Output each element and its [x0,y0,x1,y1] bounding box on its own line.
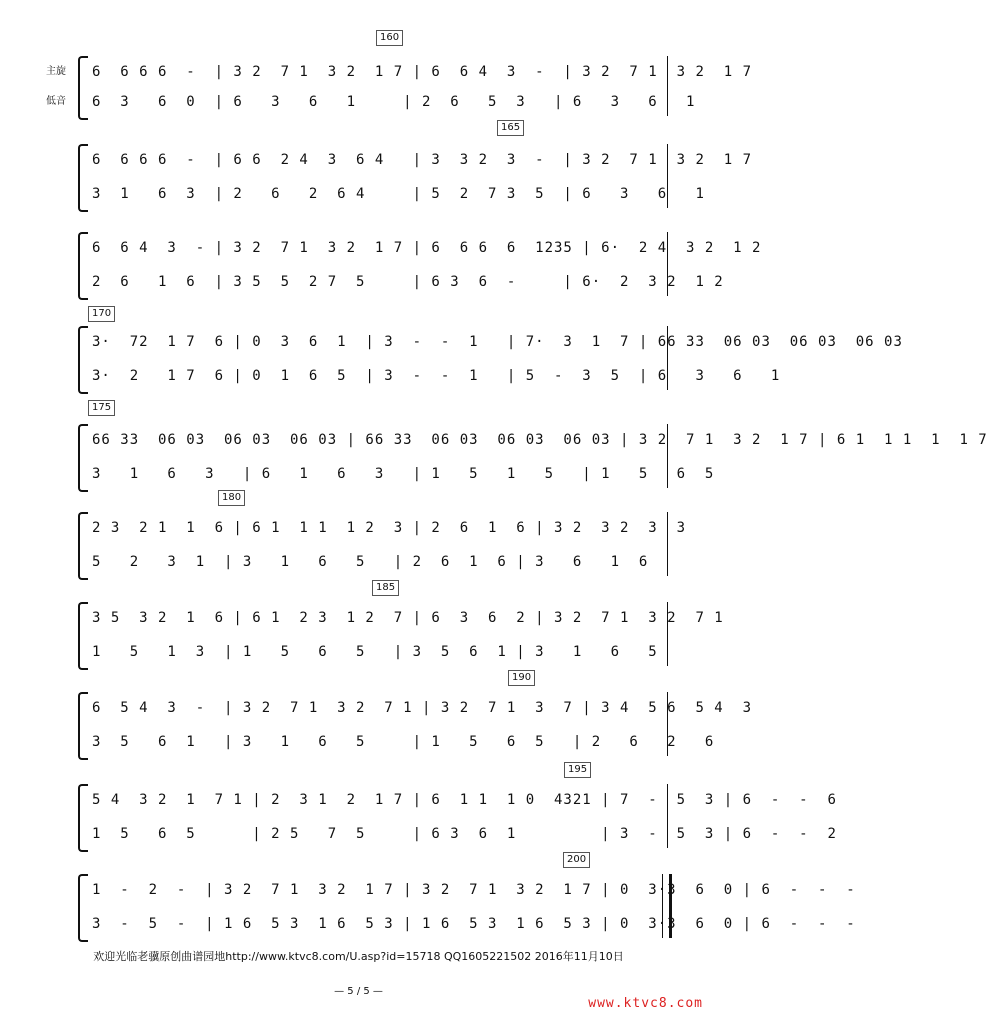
bass-row: 3 1 6 3 | 2 6 2 6 4 | 5 2 7 3 5 | 6 3 6 1 [92,186,705,202]
bass-row: 3 5 6 1 | 3 1 6 5 | 1 5 6 5 | 2 6 2 6 [92,734,715,750]
site-watermark: www.ktvc8.com [588,996,703,1011]
bass-row: 1 5 1 3 | 1 5 6 5 | 3 5 6 1 | 3 1 6 5 [92,644,658,660]
melody-label: 主旋 [46,66,66,77]
barline [667,326,668,390]
melody-row: 6 6 6 6 - | 6 6 2 4 3 6 4 | 3 3 2 3 - | 3 2 7 1 3 2 1 7 [92,152,753,168]
measure-number: 170 [88,306,115,322]
brace [78,692,88,760]
bass-row: 1 5 6 5 | 2 5 7 5 | 6 3 6 1 | 3 - 5 3 | 6 - - 2 [92,826,837,842]
barline [667,784,668,848]
bass-row: 3· 2 1 7 6 | 0 1 6 5 | 3 - - 1 | 5 - 3 5 | 6 3 6 1 [92,368,781,384]
measure-number: 160 [376,30,403,46]
barline [667,602,668,666]
barline [667,424,668,488]
bass-row: 3 1 6 3 | 6 1 6 3 | 1 5 1 5 | 1 5 6 5 [92,466,715,482]
melody-row: 3 5 3 2 1 6 | 6 1 2 3 1 2 7 | 6 3 6 2 | 3 2 7 1 3 2 7 1 [92,610,724,626]
bass-row: 3 - 5 - | 1 6 5 3 1 6 5 3 | 1 6 5 3 1 6 5 3 | 0 3·3 6 0 | 6 - - - [92,916,856,932]
barline [667,144,668,208]
melody-row: 66 33 06 03 06 03 06 03 | 66 33 06 03 06 03 06 03 | 3 2 7 1 3 2 1 7 | 6 1 1 1 1 1 7 [92,432,988,448]
measure-number: 195 [564,762,591,778]
measure-number: 190 [508,670,535,686]
bass-label: 低音 [46,96,66,107]
brace [78,56,88,120]
brace [78,232,88,300]
bass-row: 5 2 3 1 | 3 1 6 5 | 2 6 1 6 | 3 6 1 6 [92,554,649,570]
brace [78,144,88,212]
brace [78,784,88,852]
melody-row: 2 3 2 1 1 6 | 6 1 1 1 1 2 3 | 2 6 1 6 | 3 2 3 2 3 3 [92,520,687,536]
brace [78,602,88,670]
brace [78,424,88,492]
final-barline [662,874,672,938]
measure-number: 185 [372,580,399,596]
brace [78,874,88,942]
brace [78,326,88,394]
melody-row: 3· 72 1 7 6 | 0 3 6 1 | 3 - - 1 | 7· 3 1 7 | 66 33 06 03 06 03 06 03 [92,334,903,350]
page-number: — 5 / 5 — [334,986,383,997]
bass-row: 2 6 1 6 | 3 5 5 2 7 5 | 6 3 6 - | 6· 2 3 2 1 2 [92,274,724,290]
melody-row: 1 - 2 - | 3 2 7 1 3 2 1 7 | 3 2 7 1 3 2 1 7 | 0 3·3 6 0 | 6 - - - [92,882,856,898]
melody-row: 6 6 6 6 - | 3 2 7 1 3 2 1 7 | 6 6 4 3 - | 3 2 7 1 3 2 1 7 [92,64,753,80]
barline [667,56,668,116]
measure-number: 180 [218,490,245,506]
bass-row: 6 3 6 0 | 6 3 6 1 | 2 6 5 3 | 6 3 6 1 [92,94,696,110]
barline [667,232,668,296]
barline [667,512,668,576]
brace [78,512,88,580]
melody-row: 6 5 4 3 - | 3 2 7 1 3 2 7 1 | 3 2 7 1 3 7 | 3 4 5 6 5 4 3 [92,700,753,716]
melody-row: 5 4 3 2 1 7 1 | 2 3 1 2 1 7 | 6 1 1 1 0 4321 | 7 - 5 3 | 6 - - 6 [92,792,837,808]
melody-row: 6 6 4 3 - | 3 2 7 1 3 2 1 7 | 6 6 6 6 1235 | 6· 2 4 3 2 1 2 [92,240,762,256]
measure-number: 175 [88,400,115,416]
footer-credit: 欢迎光临老骥原创曲谱园地http://www.ktvc8.com/U.asp?id=15718 QQ1605221502 2016年11月10日 [93,950,624,963]
barline [667,692,668,756]
measure-number: 200 [563,852,590,868]
measure-number: 165 [497,120,524,136]
